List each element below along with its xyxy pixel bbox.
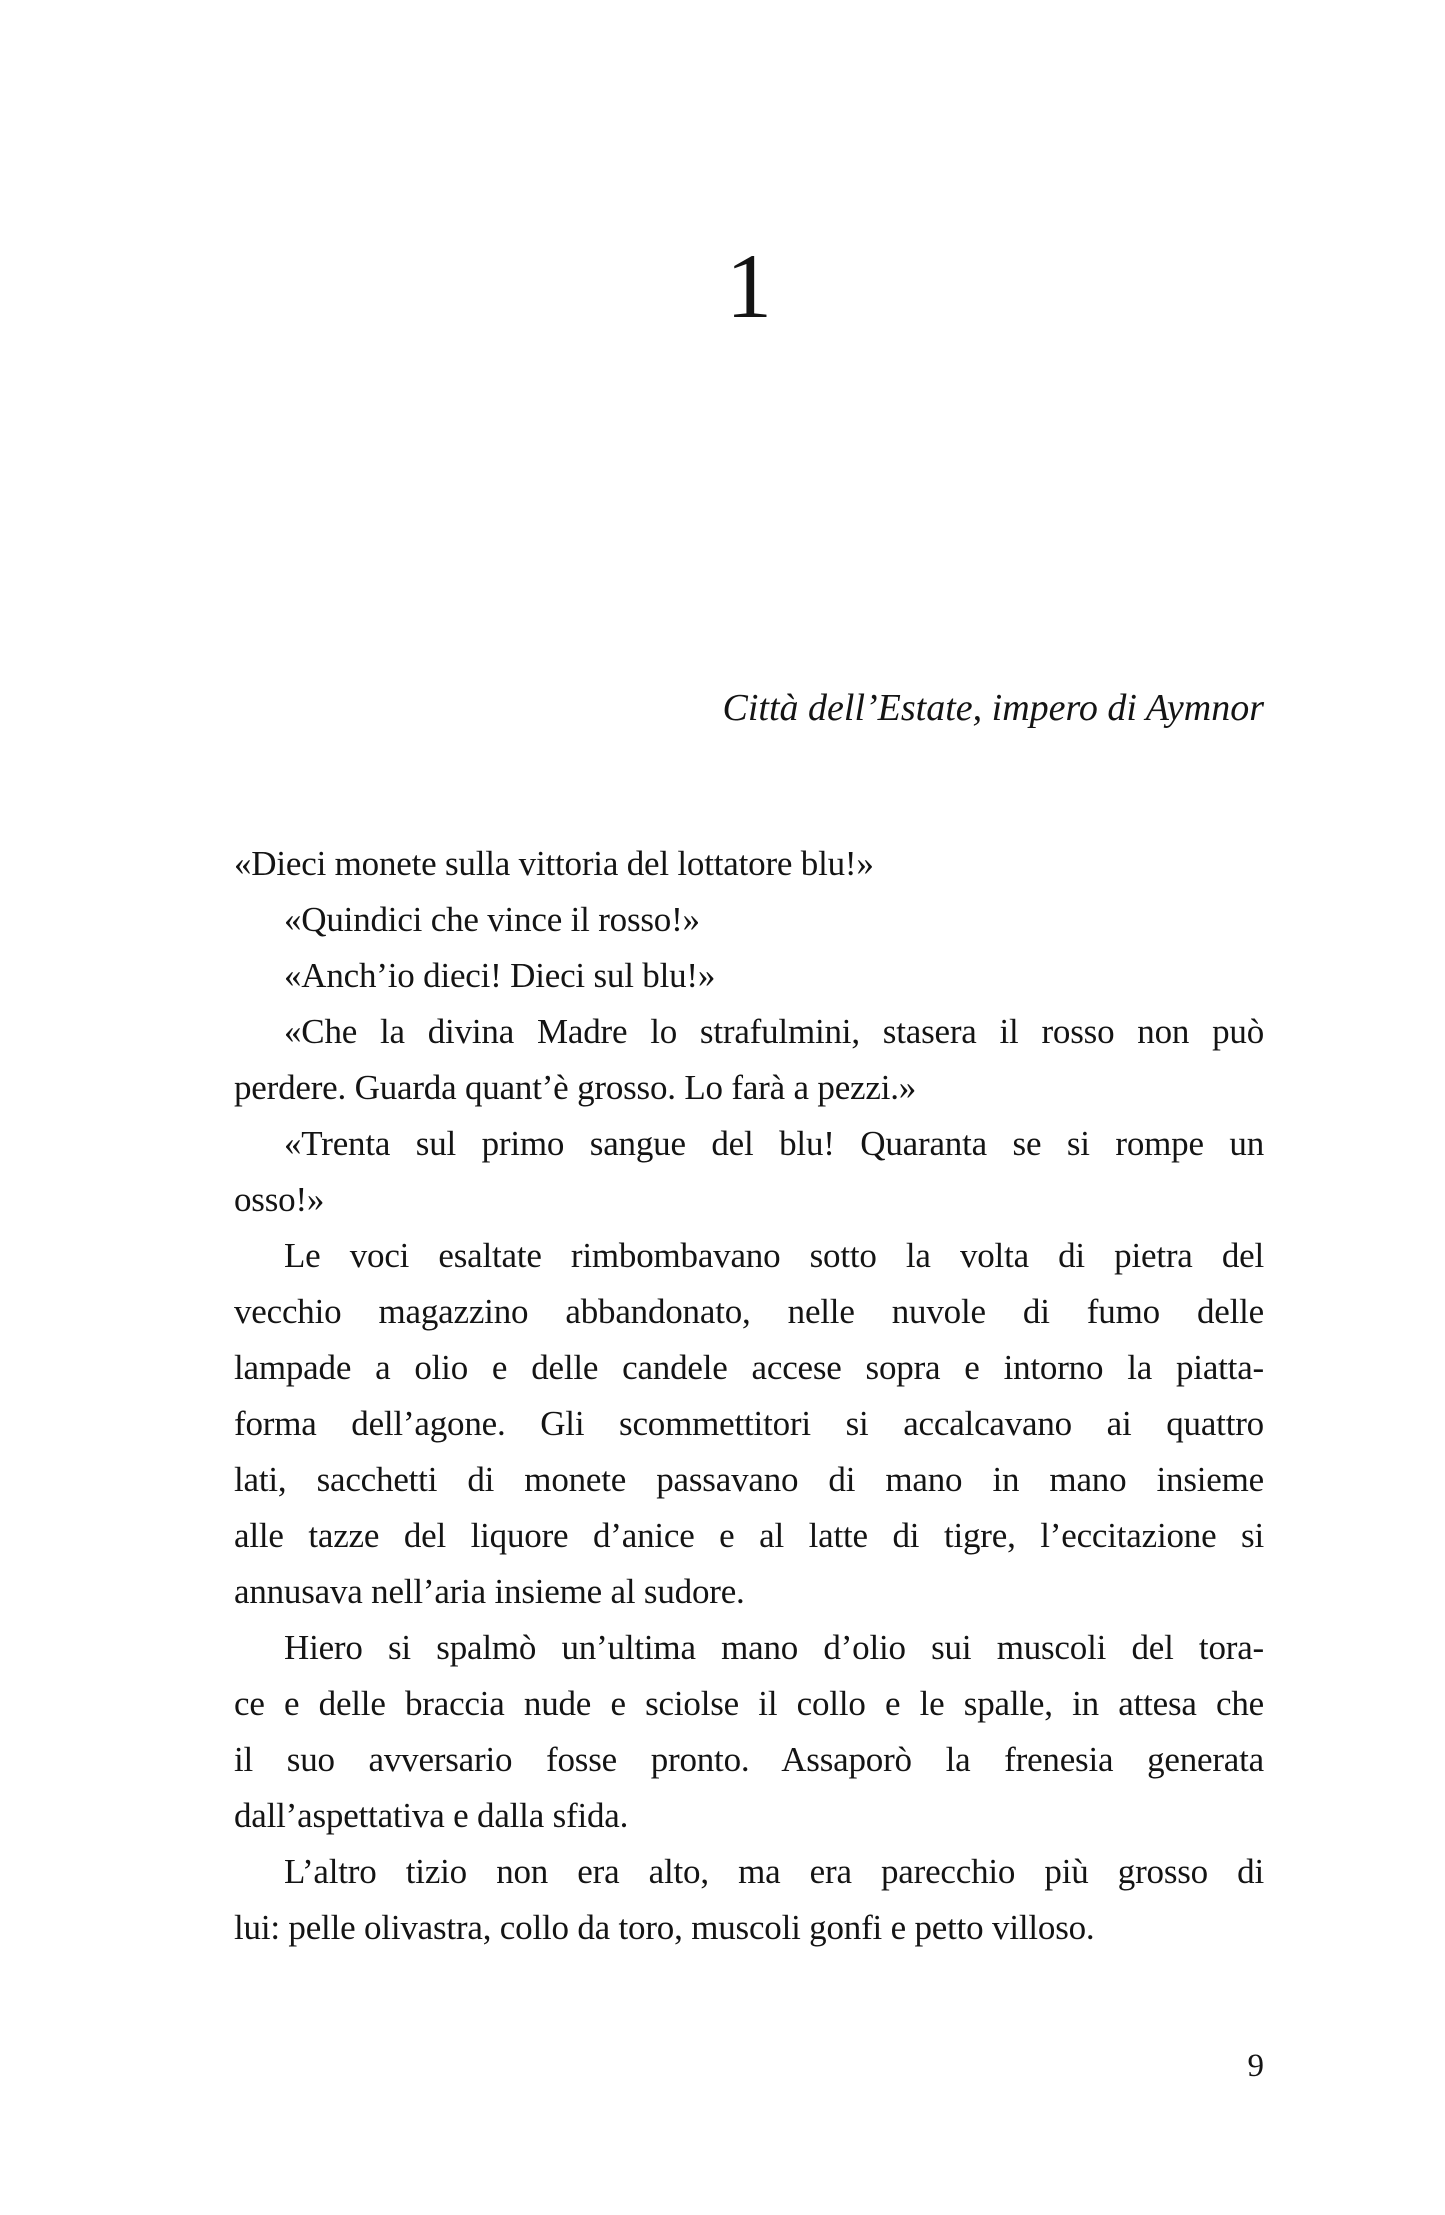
body-line: forma dell’agone. Gli scommettitori si accalcavano ai quattro	[234, 1404, 1264, 1443]
body-line: «Dieci monete sulla vittoria del lottatore blu!»	[234, 844, 874, 883]
body-line: «Che la divina Madre lo strafulmini, stasera il rosso non può	[284, 1012, 1264, 1051]
page-number: 9	[1247, 2048, 1264, 2084]
body-line: Hiero si spalmò un’ultima mano d’olio sui muscoli del tora-	[284, 1628, 1264, 1667]
chapter-epigraph: Città dell’Estate, impero di Aymnor	[722, 687, 1264, 729]
body-line: Le voci esaltate rimbombavano sotto la volta di pietra del	[284, 1236, 1264, 1275]
paragraph	[234, 1004, 1264, 1116]
body-line: «Anch’io dieci! Dieci sul blu!»	[284, 956, 716, 995]
body-line: lui: pelle olivastra, collo da toro, muscoli gonfi e petto villoso.	[234, 1908, 1095, 1947]
chapter-number: 1	[726, 235, 772, 337]
body-line: lampade a olio e delle candele accese sopra e intorno la piatta-	[234, 1348, 1264, 1387]
paragraph	[234, 1116, 1264, 1228]
body-line: vecchio magazzino abbandonato, nelle nuvole di fumo delle	[234, 1292, 1264, 1331]
body-line: perdere. Guarda quant’è grosso. Lo farà a pezzi.»	[234, 1068, 917, 1107]
paragraph	[234, 948, 1264, 1004]
body-line: lati, sacchetti di monete passavano di mano in mano insieme	[234, 1460, 1264, 1499]
body-line: osso!»	[234, 1180, 325, 1219]
body-line: L’altro tizio non era alto, ma era parecchio più grosso di	[284, 1852, 1264, 1891]
body-line: dall’aspettativa e dalla sfida.	[234, 1796, 629, 1835]
paragraph	[234, 892, 1264, 948]
body-line: ce e delle braccia nude e sciolse il collo e le spalle, in attesa che	[234, 1684, 1264, 1723]
body-line: il suo avversario fosse pronto. Assaporò la frenesia generata	[234, 1740, 1264, 1779]
body-line: «Trenta sul primo sangue del blu! Quaranta se si rompe un	[284, 1124, 1264, 1163]
body-text	[234, 836, 1264, 1956]
body-line: annusava nell’aria insieme al sudore.	[234, 1572, 745, 1611]
paragraph	[234, 1620, 1264, 1844]
paragraph	[234, 1844, 1264, 1956]
paragraph	[234, 836, 1264, 892]
body-line: alle tazze del liquore d’anice e al latte di tigre, l’eccitazione si	[234, 1516, 1264, 1555]
paragraph	[234, 1228, 1264, 1620]
body-line: «Quindici che vince il rosso!»	[284, 900, 700, 939]
